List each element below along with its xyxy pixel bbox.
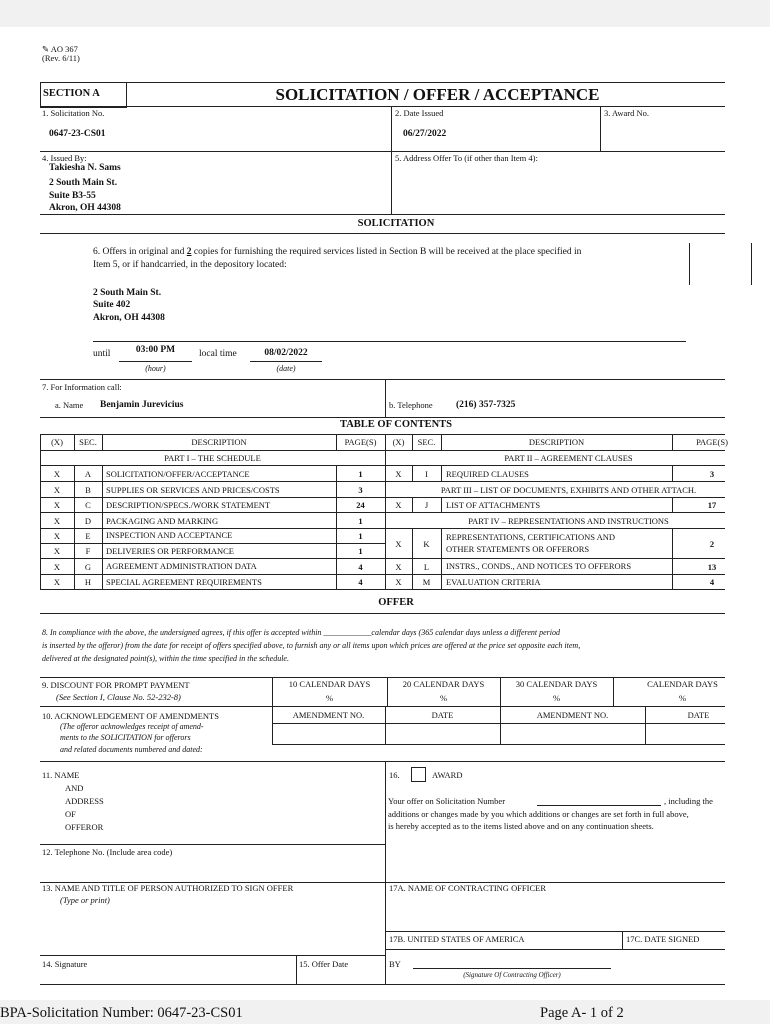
toc-row-sec: M [422, 577, 431, 587]
toc-row-pages: 1 [358, 516, 363, 526]
toc-row-desc-line2: OTHER STATEMENTS OR OFFERORS [446, 544, 590, 554]
item8-text-3: delivered at the designated point(s), within the time specified in the schedule. [42, 654, 289, 663]
item16-number: 16. [389, 770, 400, 780]
toc-row-sec: L [423, 562, 430, 572]
toc-row-pages: 3 [709, 469, 715, 479]
top-band [0, 0, 770, 27]
toc-row-x: X [395, 577, 402, 587]
discount-30-days: 30 CALENDAR DAYS [515, 679, 598, 689]
page-title: SOLICITATION / OFFER / ACCEPTANCE [275, 85, 600, 104]
toc-row-pages: 1 [358, 531, 363, 541]
toc-col-sec: SEC. [79, 437, 97, 447]
amend-no-header-1: AMENDMENT NO. [292, 710, 365, 720]
discount-10-days: 10 CALENDAR DAYS [288, 679, 371, 689]
item10-sub-1: (The offeror acknowledges receipt of amend- [60, 722, 204, 731]
toc-part3: PART III – LIST OF DOCUMENTS, EXHIBITS AND OTHER ATTACH. [440, 485, 697, 495]
discount-other-pct: % [678, 693, 687, 703]
issuer-name: Takiesha N. Sams [49, 163, 121, 173]
toc-row-sec: E [85, 531, 91, 541]
toc-row-sec: G [84, 562, 92, 572]
toc-row-pages: 2 [709, 539, 715, 549]
toc-row-pages: 4 [358, 577, 363, 587]
item13-sub: (Type or print) [60, 895, 110, 905]
section-label: SECTION A [43, 88, 100, 99]
issuer-address-1: 2 South Main St. [49, 178, 118, 188]
toc-col-x-right: (X) [392, 437, 405, 447]
toc-row-sec: A [84, 469, 92, 479]
toc-part4: PART IV – REPRESENTATIONS AND INSTRUCTIONS [468, 516, 669, 526]
toc-row-x: X [395, 469, 402, 479]
date-issued: 06/27/2022 [403, 129, 447, 139]
award-text-2: additions or changes made by you which additions or changes are set forth in full above, [388, 809, 689, 819]
toc-part1: PART I – THE SCHEDULE [164, 453, 261, 463]
amend-date-header-1: DATE [431, 710, 454, 720]
item11-label-5: OFFEROR [65, 822, 104, 832]
toc-row-x: X [53, 577, 61, 587]
until-label: until [93, 349, 111, 359]
solicitation-number: 0647-23-CS01 [49, 129, 106, 139]
item17c-label: 17C. DATE SIGNED [626, 934, 700, 944]
item4-label: 4. Issued By: [42, 153, 87, 163]
item13-label: 13. NAME AND TITLE OF PERSON AUTHORIZED TO SIGN OFFER [42, 883, 294, 893]
toc-col-pages-right: PAGE(S) [696, 437, 728, 447]
toc-row-desc: INSTRS., CONDS., AND NOTICES TO OFFERORS [446, 561, 632, 571]
item2-label: 2. Date Issued [395, 108, 444, 118]
item6-text-line2: Item 5, or if handcarried, in the depository located: [93, 260, 287, 270]
item10-label: 10. ACKNOWLEDGEMENT OF AMENDMENTS [42, 711, 219, 721]
toc-row-x: X [395, 500, 402, 510]
footer-solicitation-number: BPA-Solicitation Number: 0647-23-CS01 [0, 1005, 243, 1021]
item9-label: 9. DISCOUNT FOR PROMPT PAYMENT [42, 680, 190, 690]
toc-row-x: X [53, 469, 61, 479]
depository-address-1: 2 South Main St. [93, 288, 162, 298]
item15-label: 15. Offer Date [299, 959, 349, 969]
award-checkbox[interactable] [411, 767, 426, 782]
hour-caption: (hour) [145, 364, 166, 373]
toc-row-sec: J [424, 500, 429, 510]
toc-col-pages: PAGE(S) [344, 437, 377, 447]
item9-sub: (See Section I, Clause No. 52-232-8) [56, 692, 181, 702]
item5-label: 5. Address Offer To (if other than Item 4): [395, 153, 538, 163]
toc-row-pages: 4 [358, 562, 363, 572]
item7-label: 7. For Information call: [42, 382, 122, 392]
toc-part2: PART II – AGREEMENT CLAUSES [504, 453, 633, 463]
contact-phone: (216) 357-7325 [456, 400, 516, 410]
contact-phone-label: b. Telephone [389, 400, 433, 410]
toc-row-sec: C [85, 500, 91, 510]
footer-page-number: Page A- 1 of 2 [540, 1005, 624, 1021]
item10-sub-3: and related documents numbered and dated: [60, 745, 203, 754]
by-label: BY [389, 959, 401, 969]
toc-row-sec: K [423, 539, 430, 549]
item3-label: 3. Award No. [604, 108, 650, 118]
toc-row-sec: I [425, 469, 428, 479]
pencil-icon: ✎ [42, 44, 50, 54]
discount-other-days: CALENDAR DAYS [647, 679, 718, 689]
local-time-label: local time [199, 349, 237, 359]
toc-row-sec: D [84, 516, 92, 526]
toc-row-pages: 17 [707, 500, 717, 510]
amend-no-header-2: AMENDMENT NO. [536, 710, 609, 720]
toc-row-desc: INSPECTION AND ACCEPTANCE [106, 530, 233, 540]
item10-sub-2: ments to the SOLICITATION for offerors [60, 733, 191, 742]
toc-row-x: X [53, 531, 61, 541]
item17b-label: 17B. UNITED STATES OF AMERICA [389, 934, 525, 944]
toc-row-x: X [53, 485, 61, 495]
toc-row-pages: 3 [358, 485, 363, 495]
toc-row-x: X [53, 516, 61, 526]
toc-row-desc: EVALUATION CRITERIA [446, 577, 541, 587]
item14-label: 14. Signature [42, 959, 88, 969]
signature-caption: (Signature Of Contracting Officer) [463, 971, 561, 979]
toc-row-desc: SOLICITATION/OFFER/ACCEPTANCE [106, 469, 250, 479]
contact-name: Benjamin Jurevicius [100, 400, 184, 410]
item1-label: 1. Solicitation No. [42, 108, 105, 118]
form-revision: (Rev. 6/11) [42, 53, 80, 63]
toc-row-x: X [53, 562, 61, 572]
toc-row-pages: 24 [356, 500, 365, 510]
toc-heading: TABLE OF CONTENTS [339, 419, 453, 430]
item11-label-3: ADDRESS [65, 796, 104, 806]
item6-text: 6. Offers in original and 2 copies for furnishing the required services listed in Section B will be received at the place specified in [93, 247, 582, 257]
amend-date-header-2: DATE [687, 710, 710, 720]
discount-20-pct: % [439, 693, 448, 703]
discount-30-pct: % [552, 693, 561, 703]
deadline-date: 08/02/2022 [264, 348, 308, 358]
discount-10-pct: % [325, 693, 334, 703]
toc-row-pages: 13 [707, 562, 717, 572]
toc-col-x: (X) [51, 437, 63, 447]
toc-row-desc-line1: REPRESENTATIONS, CERTIFICATIONS AND [446, 532, 616, 542]
item11-label-2: AND [65, 783, 84, 793]
discount-20-days: 20 CALENDAR DAYS [402, 679, 485, 689]
toc-col-desc-right: DESCRIPTION [528, 437, 585, 447]
toc-row-desc: PACKAGING AND MARKING [106, 516, 219, 526]
toc-col-sec-right: SEC. [417, 437, 436, 447]
toc-row-sec: B [85, 485, 91, 495]
toc-row-desc: SPECIAL AGREEMENT REQUIREMENTS [106, 577, 262, 587]
award-text-1-post: , including the [664, 796, 713, 806]
form-number: ✎ AO 367 [42, 44, 78, 54]
item17a-label: 17A. NAME OF CONTRACTING OFFICER [389, 883, 547, 893]
toc-row-desc: DESCRIPTION/SPECS./WORK STATEMENT [106, 500, 271, 510]
date-caption: (date) [276, 364, 296, 373]
award-text-3: is hereby accepted as to the items listed above and on any continuation sheets. [388, 821, 654, 831]
toc-row-sec: H [84, 577, 92, 587]
toc-col-desc: DESCRIPTION [191, 437, 247, 447]
issuer-address-2: Suite B3-55 [49, 191, 96, 201]
depository-city: Akron, OH 44308 [93, 313, 165, 323]
award-label: AWARD [432, 770, 463, 780]
contact-name-label: a. Name [55, 400, 84, 410]
toc-row-desc: AGREEMENT ADMINISTRATION DATA [106, 561, 257, 571]
toc-row-pages: 1 [358, 469, 363, 479]
toc-row-x: X [395, 539, 402, 549]
issuer-city: Akron, OH 44308 [49, 203, 121, 213]
toc-row-desc: REQUIRED CLAUSES [446, 469, 529, 479]
toc-row-pages: 4 [709, 577, 715, 587]
toc-row-desc: LIST OF ATTACHMENTS [446, 500, 541, 510]
award-text-1-pre: Your offer on Solicitation Number [388, 796, 506, 806]
item11-label-1: 11. NAME [42, 770, 80, 780]
toc-row-sec: F [85, 546, 91, 556]
item12-label: 12. Telephone No. (Include area code) [42, 847, 173, 857]
toc-row-desc: SUPPLIES OR SERVICES AND PRICES/COSTS [106, 485, 280, 495]
toc-row-desc: DELIVERIES OR PERFORMANCE [106, 546, 234, 556]
depository-address-2: Suite 402 [93, 300, 131, 310]
item8-text-2: is inserted by the offeror) from the date for receipt of offers specified above, to furnish any or all items upon which prices are offered at the price set opposite each item, [42, 641, 581, 650]
toc-row-x: X [53, 546, 61, 556]
offer-heading: OFFER [378, 597, 414, 608]
toc-row-pages: 1 [358, 546, 363, 556]
solicitation-heading: SOLICITATION [357, 218, 435, 229]
item11-label-4: OF [65, 809, 76, 819]
item8-text-1: 8. In compliance with the above, the undersigned agrees, if this offer is accepted within ____________calendar days (365 calendar days unless a different period [42, 628, 560, 637]
toc-row-x: X [53, 500, 61, 510]
deadline-hour: 03:00 PM [135, 345, 176, 355]
toc-row-x: X [395, 562, 402, 572]
